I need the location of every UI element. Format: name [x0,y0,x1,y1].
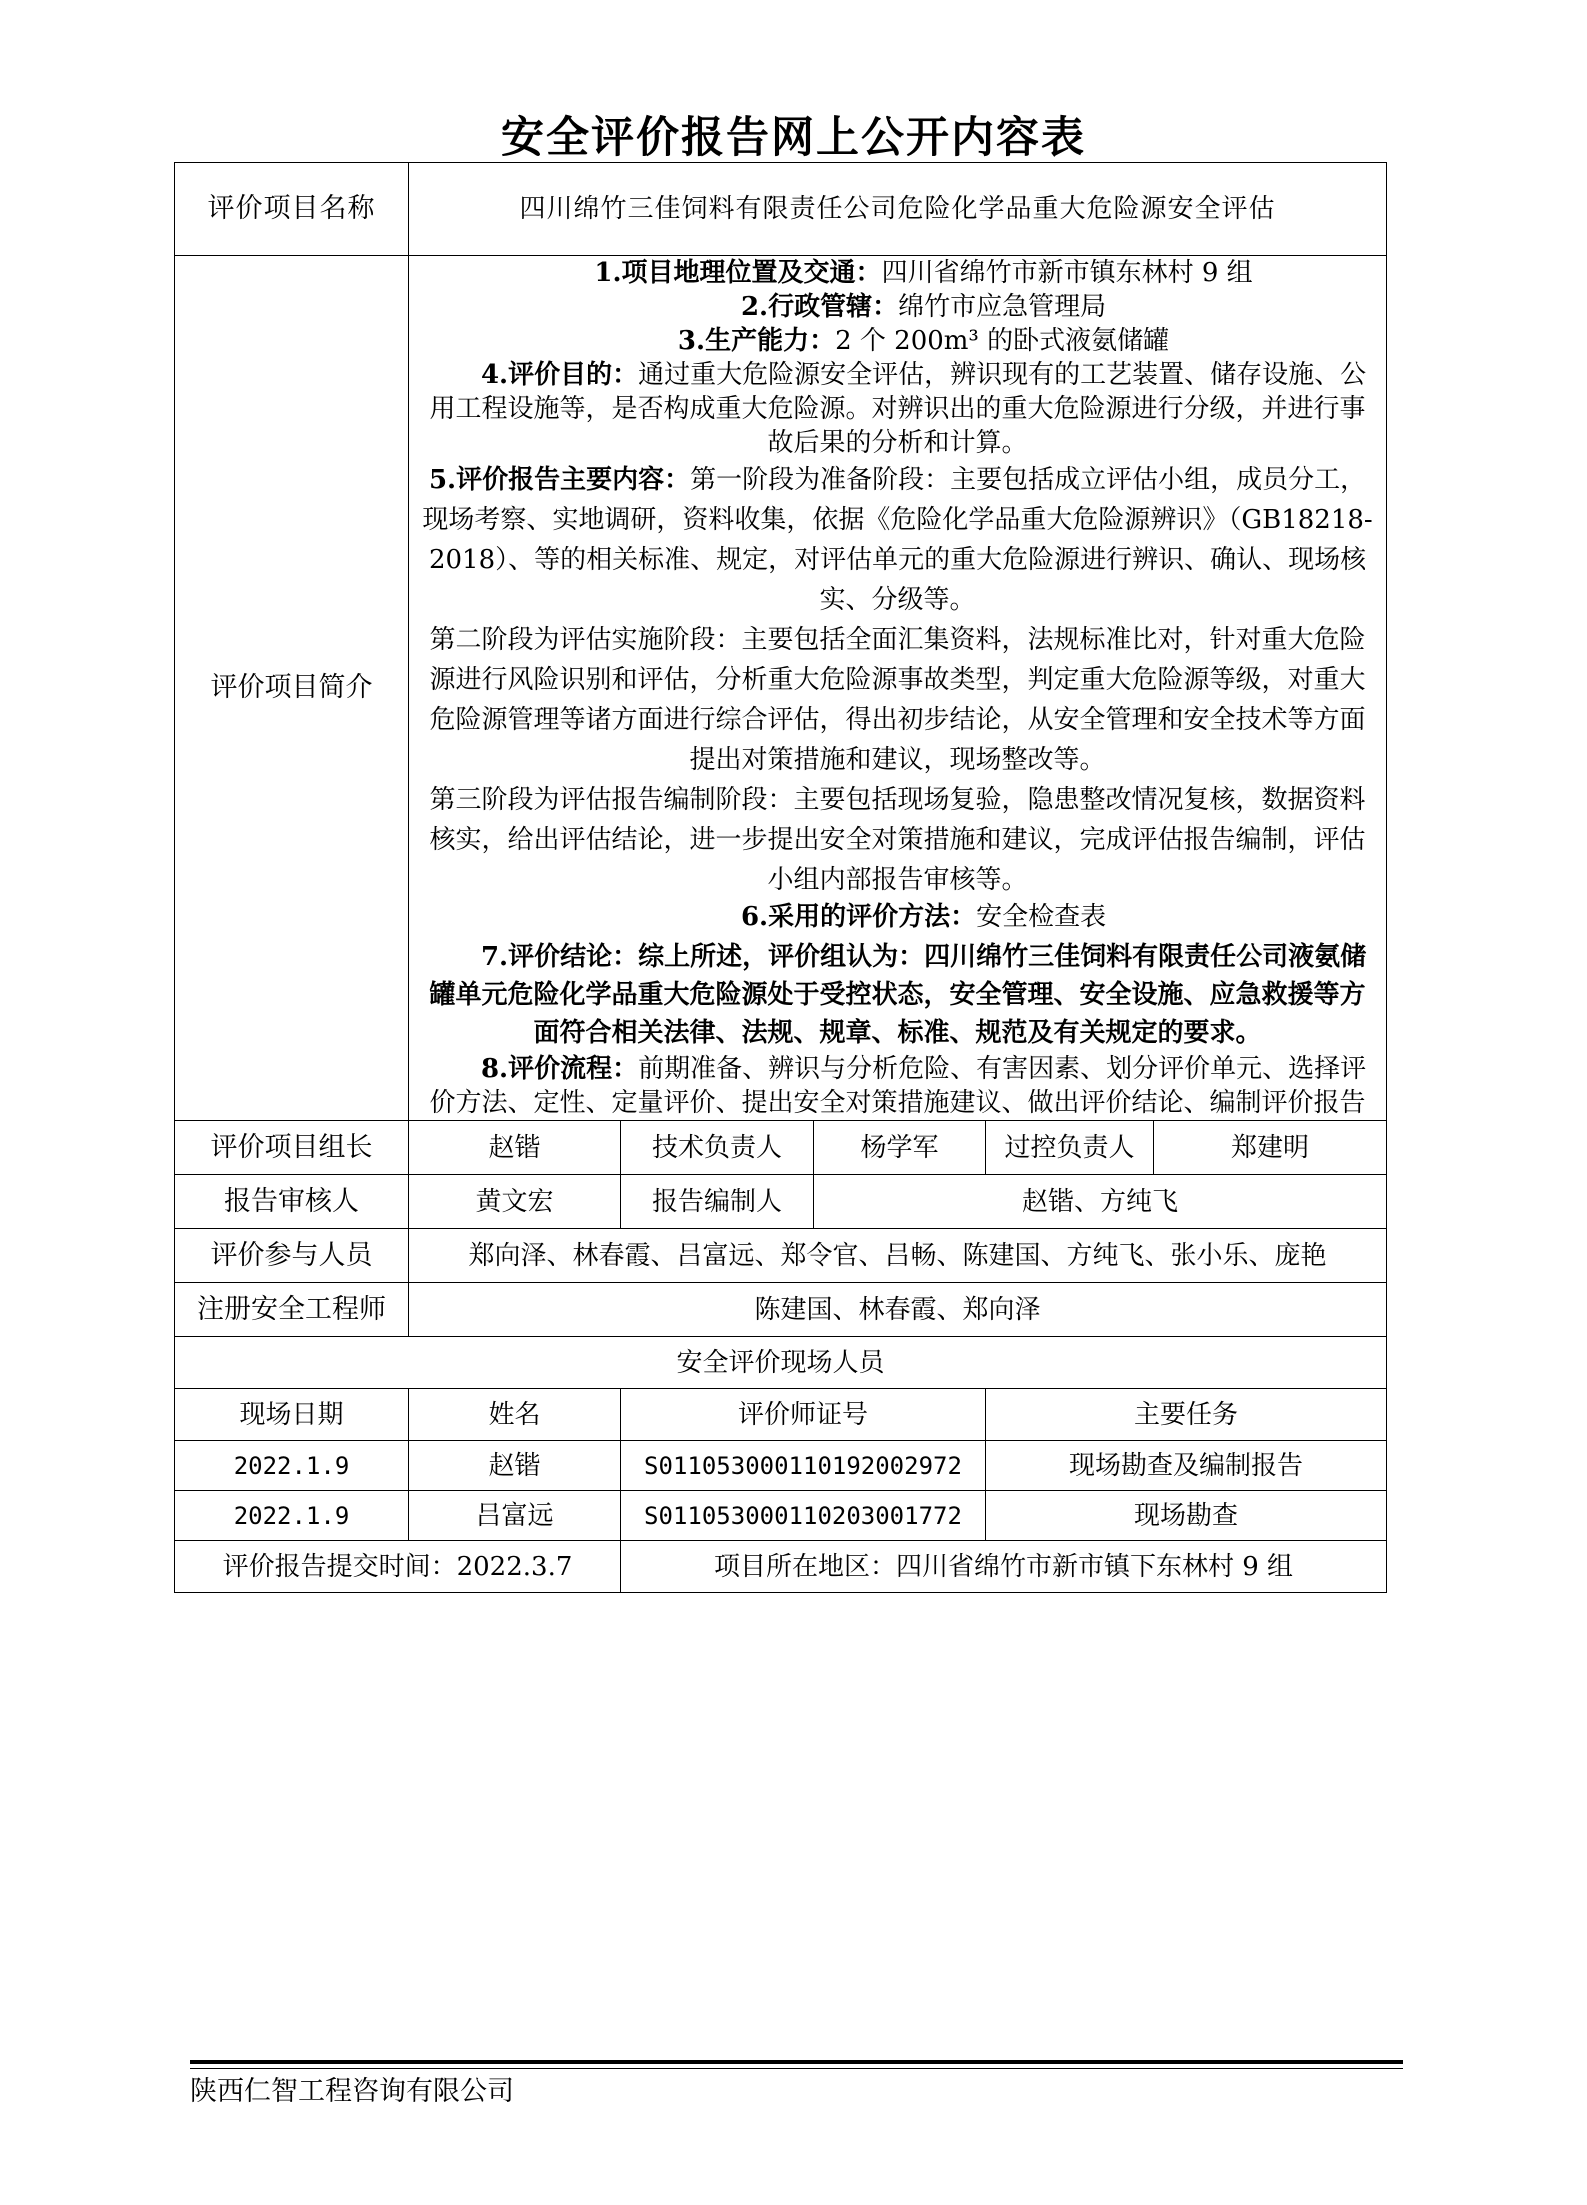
project-name-row [175,163,1387,256]
site-header-date: 现场日期 [175,1389,409,1441]
site-row-task: 现场勘查 [986,1491,1387,1541]
brief-capacity-value: 2 个 200m³ 的卧式液氨储罐 [835,326,1170,356]
site-row-date: 2022.1.9 [175,1441,409,1491]
tech-value: 杨学军 [814,1121,986,1175]
author-value: 赵锴、方纯飞 [814,1175,1387,1229]
brief-conclusion-label: 7.评价结论： [480,942,639,972]
site-row-date: 2022.1.9 [175,1491,409,1541]
site-section-row [175,1337,1387,1389]
site-row-name: 吕富远 [409,1491,621,1541]
site-header-task: 主要任务 [986,1389,1387,1441]
footer-company: 陕西仁智工程咨询有限公司 [190,2076,514,2107]
site-section-label: 安全评价现场人员 [175,1337,1387,1389]
leader-label: 评价项目组长 [175,1121,409,1175]
project-name-value: 四川绵竹三佳饲料有限责任公司危险化学品重大危险源安全评估 [409,163,1387,256]
brief-capacity [417,324,1378,358]
brief-purpose-label: 4.评价目的： [480,360,639,390]
site-row-cert: S011053000110203001772 [621,1491,986,1541]
brief-content-stage3: 第三阶段为评估报告编制阶段：主要包括现场复验，隐患整改情况复核，数据资料核实，给出评估结论，进一步提出安全对策措施和建议，完成评估报告编制，评估小组内部报告审核等。 [429,785,1366,895]
reviewer-label: 报告审核人 [175,1175,409,1229]
brief-flow [417,1052,1378,1120]
page-title: 安全评价报告网上公开内容表 [501,113,1086,163]
brief-content [409,256,1387,1121]
project-name-label: 评价项目名称 [175,163,409,256]
site-header-row [175,1389,1387,1441]
site-row-cert: S011053000110192002972 [621,1441,986,1491]
process-value: 郑建明 [1154,1121,1387,1175]
brief-method-label: 6.采用的评价方法： [740,902,977,932]
engineers-row [175,1283,1387,1337]
table-row [175,1441,1387,1491]
brief-admin [417,290,1378,324]
brief-content-stage1-text: 第一阶段为准备阶段：主要包括成立评估小组，成员分工，现场考察、实地调研，资料收集，依据《危险化学品重大危险源辨识》（GB18218-2018）、等的相关标准、规定，对评估单元的重大危险源进行辨识、确认、现场核实、分级等。 [422,465,1373,615]
leader-row [175,1121,1387,1175]
brief-flow-label: 8.评价流程： [480,1054,639,1084]
brief-admin-label: 2.行政管辖： [740,292,899,322]
brief-conclusion-value: 综上所述，评价组认为：四川绵竹三佳饲料有限责任公司液氨储罐单元危险化学品重大危险源处于受控状态，安全管理、安全设施、应急救援等方面符合相关法律、法规、规章、标准、规范及有关规定的要求。 [429,942,1367,1048]
submission-row [175,1541,1387,1593]
author-label: 报告编制人 [621,1175,814,1229]
process-label: 过控负责人 [986,1121,1154,1175]
site-header-name: 姓名 [409,1389,621,1441]
site-row-task: 现场勘查及编制报告 [986,1441,1387,1491]
brief-label: 评价项目简介 [175,256,409,1121]
footer-divider-thick [190,2060,1403,2064]
submission-location: 项目所在地区：四川省绵竹市新市镇下东林村 9 组 [621,1541,1387,1593]
brief-content-stage1 [417,460,1378,620]
table-row [175,1491,1387,1541]
site-row-name: 赵锴 [409,1441,621,1491]
brief-capacity-label: 3.生产能力： [677,326,836,356]
reviewer-value: 黄文宏 [409,1175,621,1229]
leader-value: 赵锴 [409,1121,621,1175]
brief-flow-value: 前期准备、辨识与分析危险、有害因素、划分评价单元、选择评价方法、定性、定量评价、提出安全对策措施建议、做出评价结论、编制评价报告 [429,1054,1367,1118]
participants-value: 郑向泽、林春霞、吕富远、郑令官、吕畅、陈建国、方纯飞、张小乐、庞艳 [409,1229,1387,1283]
participants-row [175,1229,1387,1283]
engineers-value: 陈建国、林春霞、郑向泽 [409,1283,1387,1337]
tech-label: 技术负责人 [621,1121,814,1175]
brief-location-value: 四川省绵竹市新市镇东林村 9 组 [881,258,1253,288]
report-table [174,162,1387,1593]
brief-location-label: 1.项目地理位置及交通： [594,258,882,288]
engineers-label: 注册安全工程师 [175,1283,409,1337]
brief-method-value: 安全检查表 [976,902,1107,932]
brief-location [417,256,1378,290]
brief-conclusion [417,938,1378,1052]
reviewer-row [175,1175,1387,1229]
brief-purpose-value: 通过重大危险源安全评估，辨识现有的工艺装置、储存设施、公用工程设施等，是否构成重大危险源。对辨识出的重大危险源进行分级，并进行事故后果的分析和计算。 [429,360,1367,458]
brief-content-stage2: 第二阶段为评估实施阶段：主要包括全面汇集资料，法规标准比对，针对重大危险源进行风险识别和评估，分析重大危险源事故类型，判定重大危险源等级，对重大危险源管理等诸方面进行综合评估，得出初步结论，从安全管理和安全技术等方面提出对策措施和建议，现场整改等。 [429,625,1366,775]
brief-row [175,256,1387,1121]
participants-label: 评价参与人员 [175,1229,409,1283]
brief-admin-value: 绵竹市应急管理局 [898,292,1107,322]
brief-method [417,900,1378,934]
brief-purpose [417,358,1378,460]
footer-divider-thin [190,2068,1403,2069]
brief-content-label: 5.评价报告主要内容： [428,465,691,495]
submission-time: 评价报告提交时间：2022.3.7 [175,1541,621,1593]
site-header-cert: 评价师证号 [621,1389,986,1441]
